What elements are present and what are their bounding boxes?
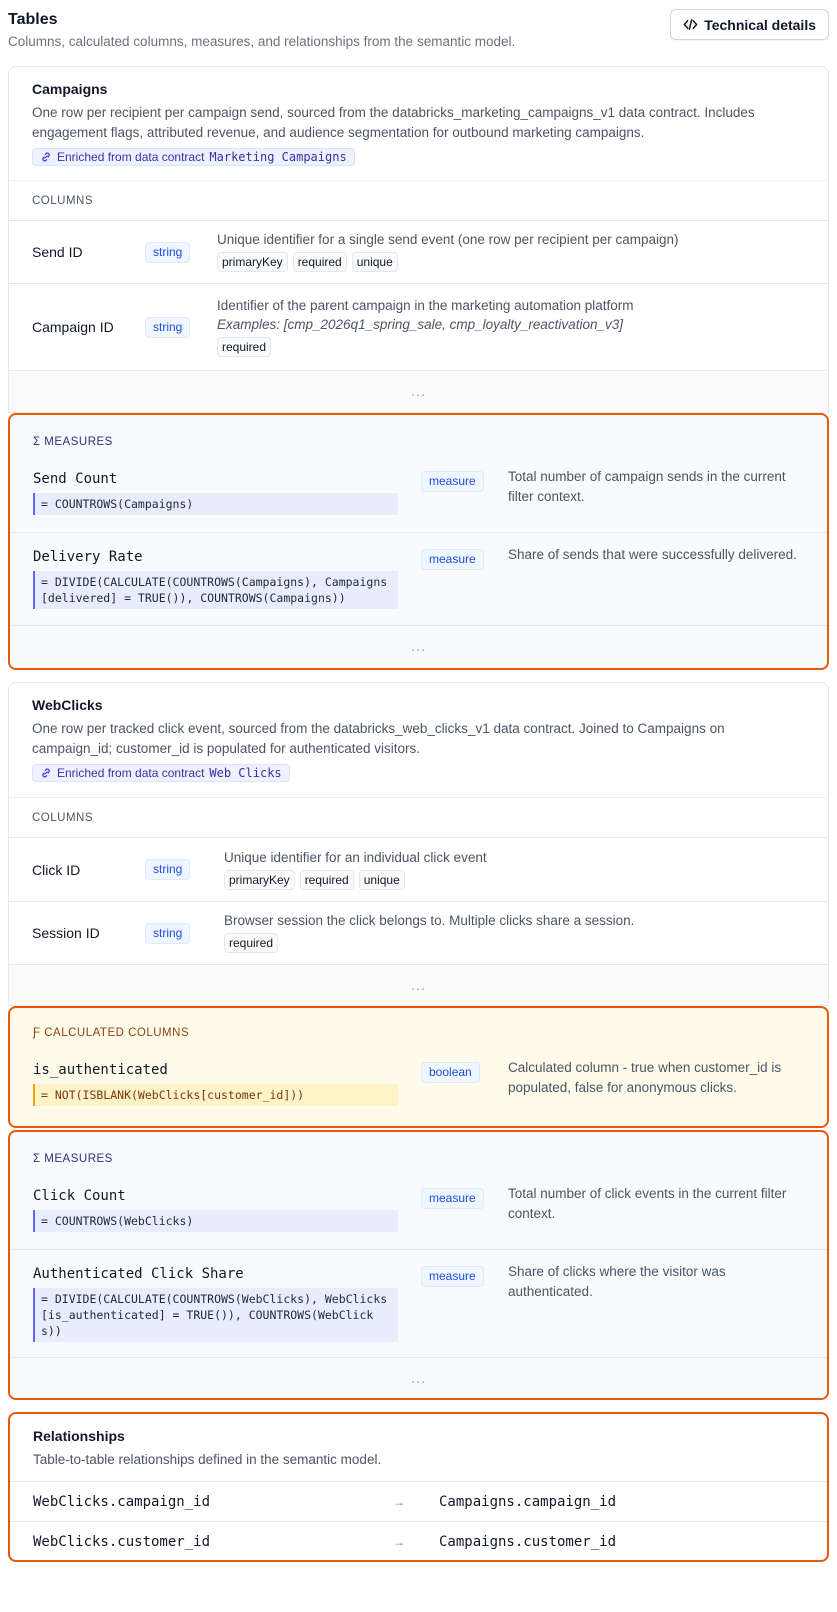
column-description: Unique identifier for a single send event (one row per recipient per campaign) — [217, 232, 679, 247]
column-name: Session ID — [32, 925, 100, 941]
tag: required — [293, 252, 347, 272]
calculated-section-label: Ƒ CALCULATED COLUMNS — [33, 1027, 190, 1039]
measure-row — [10, 1250, 827, 1358]
contract-prefix: Enriched from data contract — [57, 766, 205, 780]
measure-description: Total number of campaign sends in the current filter context. — [508, 469, 786, 504]
column-description: Identifier of the parent campaign in the marketing automation platform — [217, 297, 634, 313]
columns-section-label: COLUMNS — [9, 798, 828, 838]
type-badge: boolean — [421, 1062, 480, 1083]
contract-name: Marketing Campaigns — [209, 150, 347, 164]
column-name: Send ID — [32, 244, 83, 260]
measure-name: Send Count — [33, 471, 118, 487]
arrow-right-icon: → — [393, 1494, 405, 1509]
technical-details-label: Technical details — [704, 16, 816, 33]
measures-section-label: Σ MEASURES — [33, 1153, 113, 1165]
measure-name: Click Count — [33, 1188, 126, 1204]
relationships-section — [8, 1412, 829, 1562]
show-more-columns[interactable]: ... — [9, 371, 828, 411]
tag: unique — [352, 252, 398, 272]
measures-section — [8, 413, 829, 670]
tag: required — [224, 933, 278, 953]
tag: unique — [359, 870, 405, 890]
calculated-column-description: Calculated column - true when customer_id is populated, false for anonymous clicks. — [508, 1060, 782, 1095]
contract-name: Web Clicks — [209, 766, 282, 780]
contract-prefix: Enriched from data contract — [57, 150, 205, 164]
type-badge: string — [145, 859, 190, 880]
column-row — [9, 902, 828, 965]
measure-row — [10, 1180, 827, 1250]
page-title: Tables — [8, 11, 58, 28]
type-badge: measure — [421, 549, 484, 570]
measure-description: Share of sends that were successfully delivered. — [508, 547, 797, 562]
table-card-campaigns — [8, 66, 829, 413]
type-badge: measure — [421, 1188, 484, 1209]
measure-row — [10, 463, 827, 533]
relationship-from: WebClicks.customer_id — [33, 1534, 211, 1550]
measure-description: Share of clicks where the visitor was authenticated. — [508, 1264, 726, 1299]
calculated-column-expression: = NOT(ISBLANK(WebClicks[customer_id])) — [33, 1084, 398, 1106]
measures-section-label: Σ MEASURES — [33, 436, 113, 448]
type-badge: string — [145, 923, 190, 944]
column-row — [9, 838, 828, 902]
column-description: Unique identifier for an individual click event — [224, 849, 487, 865]
contract-badge[interactable] — [32, 148, 355, 166]
page-subtitle: Columns, calculated columns, measures, and relationships from the semantic model. — [8, 34, 516, 49]
relationship-from: WebClicks.campaign_id — [33, 1493, 211, 1510]
measure-expression: = DIVIDE(CALCULATE(COUNTROWS(Campaigns), Campaigns[delivered] = TRUE()), COUNTROWS(Campaigns)) — [33, 571, 398, 609]
show-more-measures[interactable]: ... — [10, 1358, 827, 1398]
table-name: Campaigns — [32, 81, 108, 97]
column-name: Click ID — [32, 861, 81, 878]
measure-description: Total number of click events in the current filter context. — [508, 1186, 787, 1221]
table-description: One row per tracked click event, sourced from the databricks_web_clicks_v1 data contract. Joined to Campaigns on campaign_id; customer_id is populated for authenticated visitors. — [32, 721, 725, 756]
link-icon — [40, 151, 52, 163]
table-card-webclicks — [8, 682, 829, 1006]
tag: required — [217, 337, 271, 357]
type-badge: measure — [421, 471, 484, 492]
type-badge: string — [145, 242, 190, 263]
relationships-header — [10, 1414, 827, 1482]
table-description: One row per recipient per campaign send, sourced from the databricks_marketing_campaigns_v1 data contract. Includes engagement flags, attributed revenue, and audience segmentation for outbound marketing campaigns. — [32, 105, 755, 140]
column-row — [9, 221, 828, 284]
relationships-subtitle: Table-to-table relationships defined in the semantic model. — [33, 1452, 382, 1467]
measures-section — [8, 1130, 829, 1400]
calculated-column-name: is_authenticated — [33, 1062, 168, 1078]
link-icon — [40, 767, 52, 779]
show-more-measures[interactable]: ... — [10, 626, 827, 666]
columns-section-label: COLUMNS — [9, 181, 828, 221]
table-name: WebClicks — [32, 697, 103, 713]
calculated-column-row — [10, 1054, 827, 1120]
relationships-title: Relationships — [33, 1428, 125, 1444]
relationship-row — [10, 1482, 827, 1522]
column-examples: Examples: [cmp_2026q1_spring_sale, cmp_loyalty_reactivation_v3] — [217, 316, 623, 332]
table-header — [9, 683, 828, 798]
technical-details-button[interactable] — [670, 9, 829, 40]
code-icon — [683, 17, 698, 32]
relationship-to: Campaigns.campaign_id — [439, 1493, 617, 1510]
measure-row — [10, 533, 827, 626]
tag: primaryKey — [224, 870, 295, 890]
show-more-columns[interactable]: ... — [9, 965, 828, 1005]
type-badge: string — [145, 317, 190, 338]
calculated-columns-section — [8, 1006, 829, 1128]
column-description: Browser session the click belongs to. Multiple clicks share a session. — [224, 913, 635, 928]
measure-expression: = COUNTROWS(Campaigns) — [33, 493, 398, 515]
tag: required — [300, 870, 354, 890]
page-header — [8, 0, 829, 66]
measure-expression: = DIVIDE(CALCULATE(COUNTROWS(WebClicks), WebClicks[is_authenticated] = TRUE()), COUNTROWS(WebClicks)) — [33, 1288, 398, 1342]
type-badge: measure — [421, 1266, 484, 1287]
column-row — [9, 284, 828, 371]
measure-name: Authenticated Click Share — [33, 1266, 244, 1282]
table-header — [9, 67, 828, 181]
column-name: Campaign ID — [32, 319, 114, 335]
relationship-to: Campaigns.customer_id — [439, 1534, 617, 1550]
arrow-right-icon: → — [393, 1535, 405, 1549]
relationship-row — [10, 1522, 827, 1562]
tag: primaryKey — [217, 252, 288, 272]
measure-name: Delivery Rate — [33, 549, 143, 565]
contract-badge[interactable] — [32, 764, 290, 782]
measure-expression: = COUNTROWS(WebClicks) — [33, 1210, 398, 1232]
